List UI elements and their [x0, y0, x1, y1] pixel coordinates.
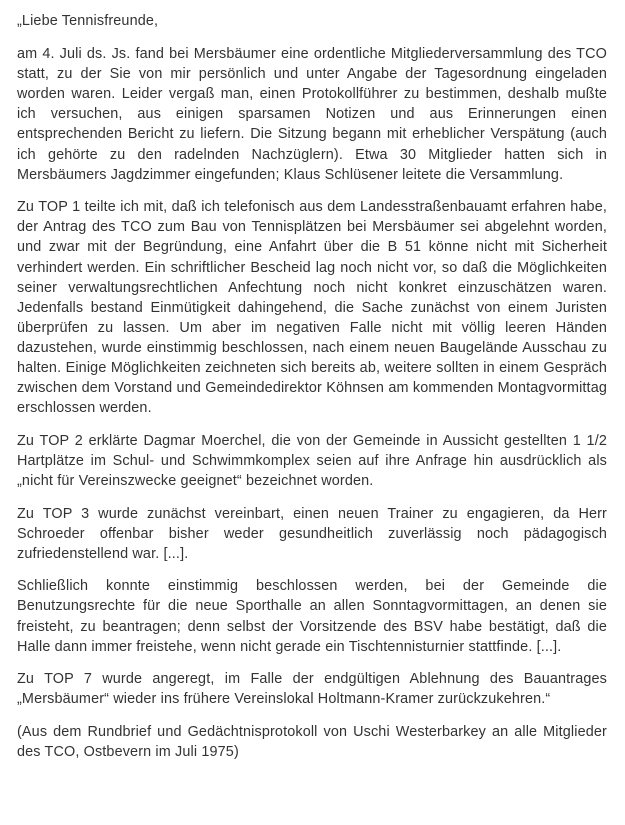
paragraph-top-1: Zu TOP 1 teilte ich mit, daß ich telefonisch aus dem Landesstraßenbauamt erfahren habe, der Antrag des TCO zum Bau von Tennisplätzen bei Mersbäumer sei abgelehnt worden, und zwar mit der Begründung, eine Anfahrt über die B 51 könne nicht mit Sicherheit verhindert werden. Ein schriftlicher Bescheid lag noch nicht vor, so daß die Möglichkeiten seiner verwaltungsrechtlichen Anfechtung noch nicht konkret einzuschätzen waren. Jedenfalls bestand Einmütigkeit dahingehend, die Sache zunächst von einem Juristen überprüfen zu lassen. Um aber im negativen Falle nicht mit völlig leeren Händen dazustehen, wurde einstimmig beschlossen, nach einem neuen Baugelände Ausschau zu halten. Einige Möglichkeiten zeichneten sich bereits ab, weitere sollten in einem Gespräch zwischen dem Vorstand und Gemeindedirektor Köhnsen am kommenden Montagvormittag erschlossen werden. — [17, 199, 612, 417]
paragraph-salutation: „Liebe Tennisfreunde, — [17, 13, 159, 29]
paragraph-attribution: (Aus dem Rundbrief und Gedächtnisprotokoll von Uschi Westerbarkey an alle Mitglieder des TCO, Ostbevern im Juli 1975) — [17, 723, 612, 760]
paragraph-top-7: Zu TOP 7 wurde angeregt, im Falle der endgültigen Ablehnung des Bauantrages „Mersbäumer“ wieder ins frühere Vereinslokal Holtmann-Kramer zurückzukehren.“ — [17, 671, 612, 708]
paragraph-top-2: Zu TOP 2 erklärte Dagmar Moerchel, die von der Gemeinde in Aussicht gestellten 1 1/2 Hartplätze im Schul- und Schwimmkomplex seien auf ihre Anfrage hin ausdrücklich als „nicht für Vereinszwecke geeignet“ bezeichnet worden. — [17, 432, 612, 489]
document-text-body — [17, 11, 612, 762]
paragraph-sporthalle: Schließlich konnte einstimmig beschlossen werden, bei der Gemeinde die Benutzungsrechte für die neue Sporthalle an allen Sonntagvormittagen, an denen sie freisteht, zu beantragen; denn selbst der Vorsitzende des BSV habe bestätigt, daß die Halle dann immer freistehe, wenn nicht gerade ein Tischtennisturnier stattfinde. [...]. — [17, 578, 612, 655]
paragraph-top-3: Zu TOP 3 wurde zunächst vereinbart, einen neuen Trainer zu engagieren, da Herr Schroeder offenbar bisher weder gesundheitlich zuverlässig noch pädagogisch zufriedenstellend war. [...]. — [17, 505, 612, 562]
paragraph-intro: am 4. Juli ds. Js. fand bei Mersbäumer eine ordentliche Mitgliederversammlung des TCO statt, zu der Sie von mir persönlich und unter Angabe der Tagesordnung eingeladen worden waren. Leider vergaß man, einen Protokollführer zu bestimmen, deshalb mußte ich versuchen, aus einigen sparsamen Notizen und aus Erinnerungen einen entsprechenden Bericht zu liefern. Die Sitzung begann mit erheblicher Verspätung (auch ich gehörte zu den radelnden Nachzüglern). Etwa 30 Mitglieder hatten sich in Mersbäumers Jagdzimmer eingefunden; Klaus Schlüsener leitete die Versammlung. — [17, 46, 612, 183]
